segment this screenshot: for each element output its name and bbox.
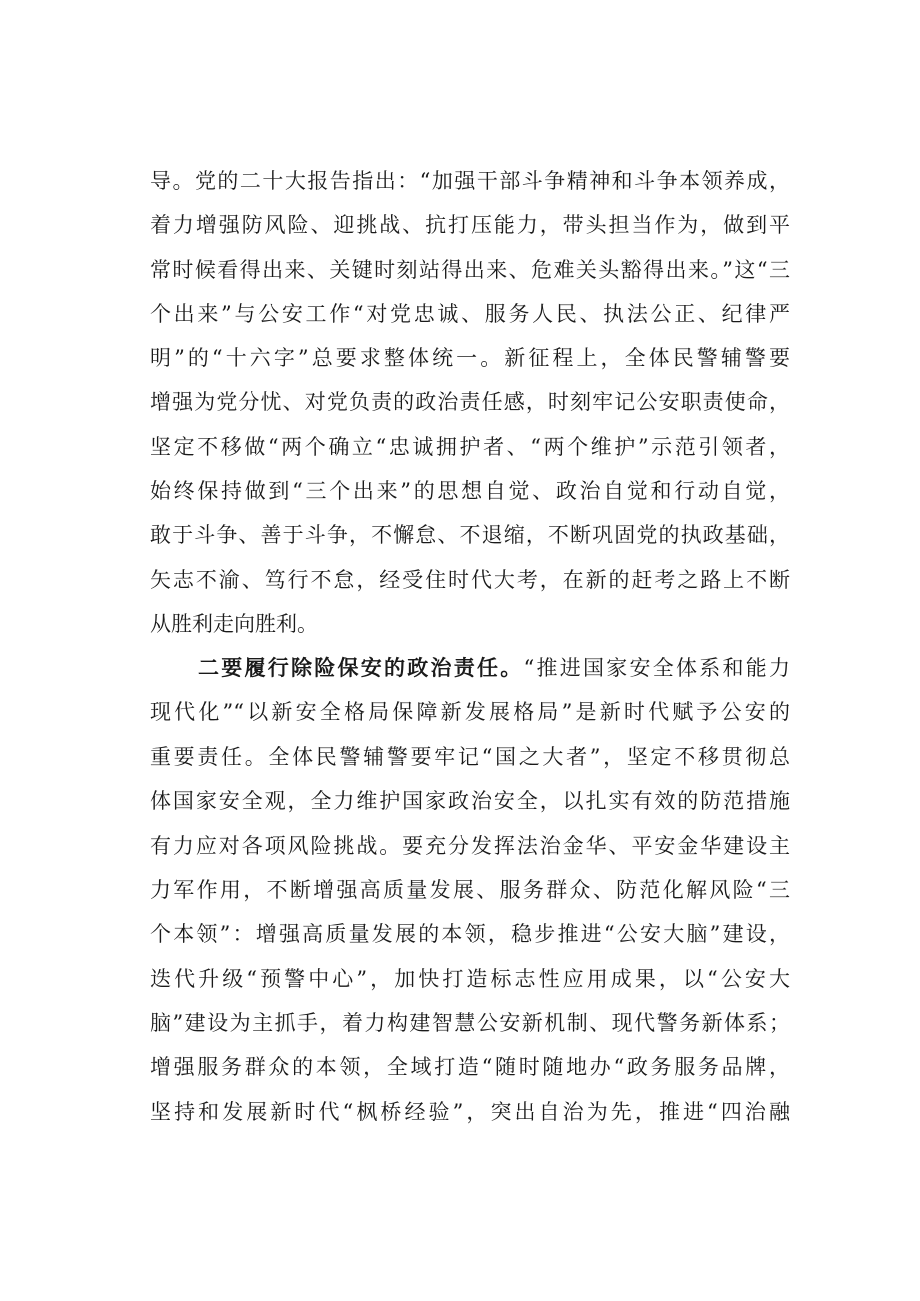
paragraph-line: 着力增强防风险、迎挑战、抗打压能力，带头担当作为，做到平	[150, 213, 790, 237]
paragraph-line: 个出来”与公安工作“对党忠诚、服务人民、执法公正、纪律严	[150, 302, 790, 326]
paragraph-line: 现代化”“以新安全格局保障新发展格局”是新时代赋予公安的	[150, 700, 790, 724]
paragraph-line: 坚持和发展新时代“枫桥经验”，突出自治为先，推进“四治融	[150, 1100, 790, 1124]
paragraph-line: 矢志不渝、笃行不怠，经受住时代大考，在新的赶考之路上不断	[150, 568, 790, 592]
paragraph-line: 增强为党分忧、对党负责的政治责任感，时刻牢记公安职责使命，	[150, 390, 790, 414]
paragraph-line: 坚定不移做“两个确立“忠诚拥护者、“两个维护”示范引领者，	[150, 435, 790, 459]
paragraph-line: 脑”建设为主抓手，着力构建智慧公安新机制、现代警务新体系；	[150, 1011, 790, 1035]
paragraph-line: 从胜利走向胜利。	[150, 612, 318, 636]
paragraph-line: 体国家安全观，全力维护国家政治安全，以扎实有效的防范措施	[150, 789, 790, 813]
paragraph-line: 增强服务群众的本领，全域打造“随时随地办“政务服务品牌，	[150, 1055, 790, 1079]
section-first-line-text: “推进国家安全体系和能力	[523, 656, 790, 680]
paragraph-line: 导。党的二十大报告指出：“加强干部斗争精神和斗争本领养成，	[150, 169, 790, 193]
section-heading-line	[198, 649, 790, 687]
paragraph-line: 重要责任。全体民警辅警要牢记“国之大者”，坚定不移贯彻总	[150, 745, 790, 769]
paragraph-line: 明”的“十六字”总要求整体统一。新征程上，全体民警辅警要	[150, 346, 790, 370]
paragraph-line: 力军作用，不断增强高质量发展、服务群众、防范化解风险“三	[150, 878, 790, 902]
paragraph-line: 始终保持做到“三个出来”的思想自觉、政治自觉和行动自觉，	[150, 479, 790, 503]
paragraph-line: 迭代升级“预警中心”，加快打造标志性应用成果，以“公安大	[150, 967, 790, 991]
paragraph-line: 个本领”：增强高质量发展的本领，稳步推进“公安大脑”建设，	[150, 922, 790, 946]
paragraph-line: 敢于斗争、善于斗争，不懈怠、不退缩，不断巩固党的执政基础，	[150, 523, 790, 547]
paragraph-line: 常时候看得出来、关键时刻站得出来、危难关头豁得出来。”这“三	[150, 258, 790, 282]
section-heading: 二要履行除险保安的政治责任。	[198, 655, 524, 680]
paragraph-line: 有力应对各项风险挑战。要充分发挥法治金华、平安金华建设主	[150, 834, 790, 858]
